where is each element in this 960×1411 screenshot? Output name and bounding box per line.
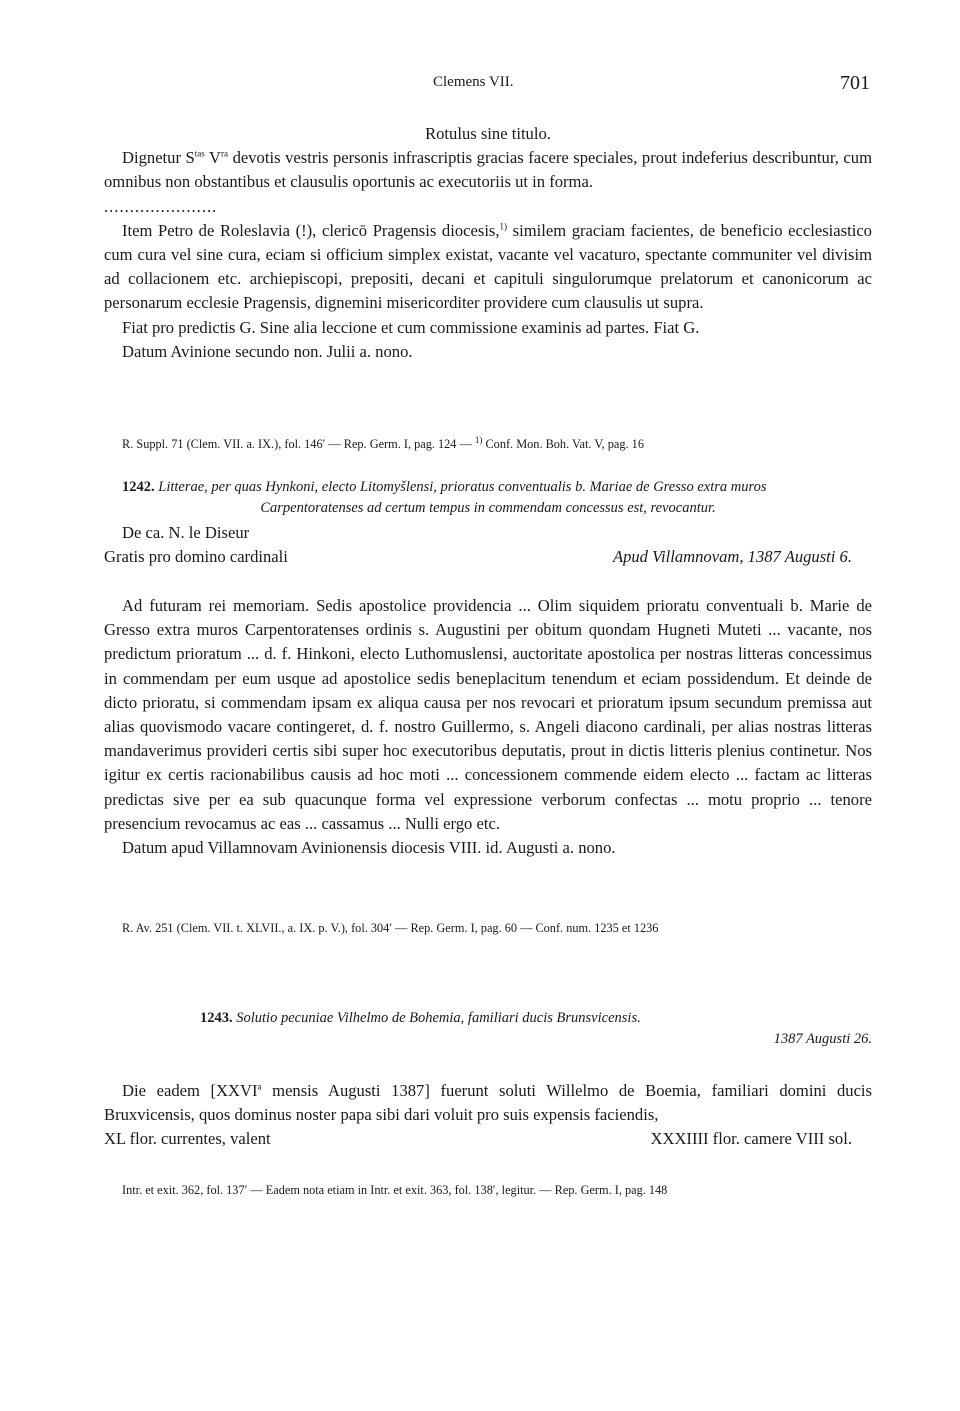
- petition-paragraph: Item Petro de Roleslavia (!), clericō Pragensis diocesis,$^{1)}$ similem graciam facientes, de beneficio ecclesiastico cum cura vel sine cura, eciam si officium simplex existat, vacante vel vacaturo, spectante communiter vel divisim ad collacionem etc. archiepiscopi, prepositi, decani et capituli singulorumque prelatorum et canonicorum ac personarum ecclesie Pragensis, dignemini misericorditer providere cum clausulis ut supra.: [104, 220, 872, 313]
- chancery-note: De ca. N. le Diseur: [122, 523, 250, 542]
- entry-number: 1243.: [200, 1010, 233, 1026]
- place-date: Apud Villamnovam, 1387 Augusti 6.: [612, 547, 852, 567]
- entry-date: 1387 Augusti 26.: [773, 1031, 872, 1047]
- supplication-intro: Dignetur $S^{tas}$ $V^{ra}$ devotis vestris personis infrascriptis gracias facere speciales, prout indeferius describuntur, cum omnibus non obstantibus et clausulis oportunis ac executoriis ut in forma.: [104, 148, 872, 192]
- running-header: Clemens VII.: [433, 74, 514, 90]
- entry-1242-body: [104, 594, 872, 860]
- gratis-note: Gratis pro domino cardinali: [104, 547, 288, 567]
- entry-title: Litterae, per quas Hynkoni, electo Litomyšlensi, prioratus conventualis b. Mariae de Gresso extra muros: [158, 479, 767, 495]
- entry-1242-meta: [104, 521, 872, 569]
- entry-1242-note: R. Av. 251 (Clem. VII. t. XLVII., a. IX. p. V.), fol. 304′ — Rep. Germ. I, pag. 60 — Conf. num. 1235 et 1236: [122, 921, 659, 935]
- entry-1243-heading: [104, 1008, 872, 1050]
- entry-1243-note: Intr. et exit. 362, fol. 137′ — Eadem nota etiam in Intr. et exit. 363, fol. 138′, legitur. — Rep. Germ. I, pag. 148: [122, 1183, 668, 1197]
- datum-line: Datum apud Villamnovam Avinionensis diocesis VIII. id. Augusti a. nono.: [122, 838, 616, 858]
- fiat-line: Fiat pro predictis G. Sine alia leccione et cum commissione examinis ad partes. Fiat G.: [122, 317, 700, 337]
- entry-1241-text: [104, 122, 872, 364]
- entry-1242-heading: [104, 477, 872, 519]
- payment-text: Die eadem [XXVI$^a$ mensis Augusti 1387] fuerunt soluti Willelmo de Boemia, familiari domini ducis Bruxvicensis, quos dominus noster papa sibi dari voluit pro suis expensis faciendis,: [104, 1081, 873, 1125]
- omission-dots: ......................: [104, 196, 218, 216]
- rubric-title: Rotulus sine titulo.: [425, 124, 551, 143]
- letter-text: Ad futuram rei memoriam. Sedis apostolice providencia ... Olim siquidem prioratu conventuali b. Marie de Gresso extra muros Carpentoratenses ordinis s. Augustini per obitum quondam Hugneti Muteti ... vacante, nos predictum prioratum ... d. f. Hinkoni, electo Luthomuslensi, auctoritate apostolica per nostras litteras concessimus in commendam per eum usque ad apostolice sedis beneplacitum tenendum et eciam possidendum. Et deinde de dicto prioratu, si commendam ipsam ex aliqua causa per nos revocari et prioratum ipsum secundum premissa aut alias quovismodo vacare contingeret, d. f. nostro Guillermo, s. Angeli diacono cardinali, per alias nostras litteras mandaverimus provideri certis sibi super hoc executoribus deputatis, prout in dictis litteris plenius continetur. Nos igitur ex certis racionabilibus causis ad hoc moti ... concessionem commende eidem electo ... factam ac litteras predictas sive per ea sub quacunque forma vel expressione verborum confectas ... motu proprio ... tenore presencium revocamus ac eas ... cassamus ... Nulli ergo etc.: [104, 596, 872, 833]
- amount-camera: XXXIIII flor. camere VIII sol.: [650, 1129, 852, 1149]
- entry-number: 1242.: [122, 479, 155, 495]
- entry-title: Solutio pecuniae Vilhelmo de Bohemia, familiari ducis Brunsvicensis.: [236, 1010, 641, 1026]
- entry-1243-body: [104, 1079, 872, 1152]
- amount-current: XL flor. currentes, valent: [104, 1129, 271, 1149]
- datum-line: Datum Avinione secundo non. Julii a. nono.: [122, 341, 413, 361]
- page-number: 701: [840, 72, 870, 94]
- entry-title-cont: Carpentoratenses ad certum tempus in commendam concessus est, revocantur.: [260, 500, 716, 516]
- entry-1241-note: R. Suppl. 71 (Clem. VII. a. IX.), fol. 146′ — Rep. Germ. I, pag. 124 — $^{1)}$ Conf. Mon. Boh. Vat. V, pag. 16: [122, 434, 644, 451]
